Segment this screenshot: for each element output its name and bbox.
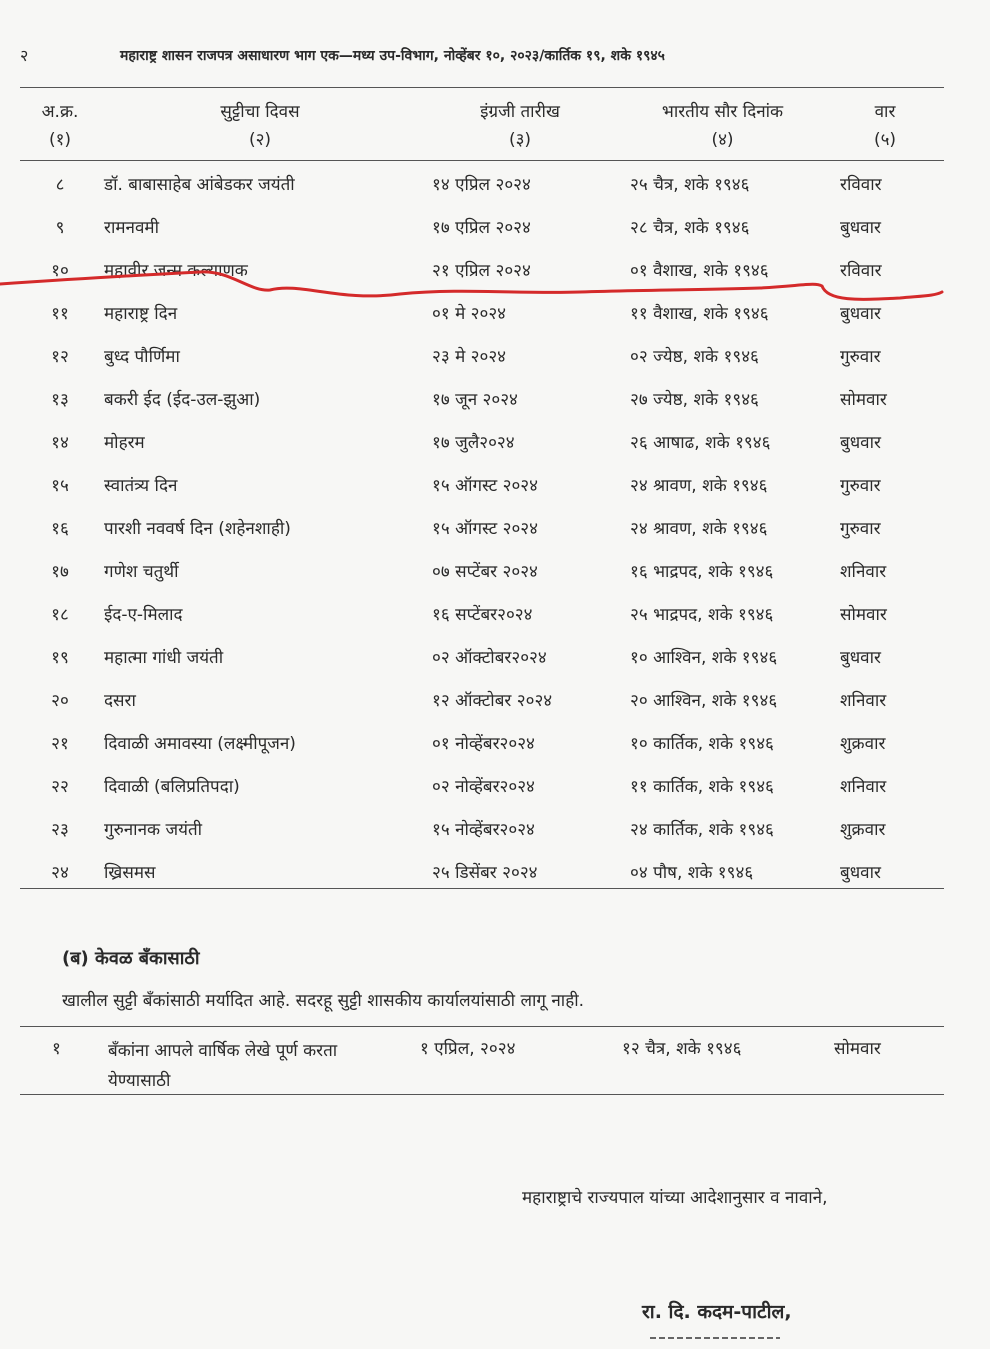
- row-weekday: बुधवार: [840, 648, 881, 668]
- col-header-english-date: इंग्रजी तारीख (३): [480, 102, 560, 150]
- table-row: [0, 645, 990, 688]
- bank-table-top-rule: [20, 1026, 944, 1027]
- row-holiday-name: महात्मा गांधी जयंती: [104, 648, 224, 668]
- row-english-date: २५ डिसेंबर २०२४: [432, 863, 538, 883]
- row-serial: ८: [55, 175, 65, 195]
- row-english-date: ०१ मे २०२४: [432, 304, 507, 324]
- row-serial: २३: [51, 820, 69, 840]
- row-weekday: बुधवार: [840, 218, 881, 238]
- table-bottom-rule: [20, 888, 944, 889]
- signer-title-cutoff: [650, 1332, 780, 1342]
- bank-row-no: १: [52, 1039, 61, 1059]
- row-holiday-name: गुरुनानक जयंती: [104, 820, 203, 840]
- row-english-date: १६ सप्टेंबर२०२४: [432, 605, 533, 625]
- row-serial: १५: [51, 476, 69, 496]
- row-saka-date: ११ कार्तिक, शके १९४६: [630, 777, 774, 797]
- table-row: [0, 559, 990, 602]
- row-weekday: गुरुवार: [840, 519, 881, 539]
- row-serial: १७: [51, 562, 69, 582]
- row-saka-date: २४ श्रावण, शके १९४६: [630, 476, 768, 496]
- row-weekday: सोमवार: [840, 605, 887, 625]
- row-serial: २१: [51, 734, 69, 754]
- row-serial: २०: [51, 691, 69, 711]
- section-b-title: (ब) केवळ बँकासाठी: [62, 948, 200, 969]
- table-row: [0, 430, 990, 473]
- row-saka-date: २५ भाद्रपद, शके १९४६: [630, 605, 774, 625]
- row-holiday-name: बुध्द पौर्णिमा: [104, 347, 180, 367]
- row-english-date: ०२ ऑक्टोबर२०२४: [432, 648, 547, 668]
- row-saka-date: २५ चैत्र, शके १९४६: [630, 175, 750, 195]
- row-english-date: १५ नोव्हेंबर२०२४: [432, 820, 535, 840]
- row-serial: १०: [51, 261, 69, 281]
- row-saka-date: १० आश्विन, शके १९४६: [630, 648, 778, 668]
- row-holiday-name: गणेश चतुर्थी: [104, 562, 179, 582]
- bank-row-date: १ एप्रिल, २०२४: [420, 1039, 516, 1059]
- row-saka-date: ०२ ज्येष्ठ, शके १९४६: [630, 347, 759, 367]
- row-english-date: २३ मे २०२४: [432, 347, 507, 367]
- row-holiday-name: रामनवमी: [104, 218, 159, 238]
- row-weekday: बुधवार: [840, 433, 881, 453]
- bank-row-day: सोमवार: [834, 1039, 881, 1059]
- row-english-date: १७ एप्रिल २०२४: [432, 218, 531, 238]
- row-holiday-name: पारशी नववर्ष दिन (शहेनशाही): [104, 519, 291, 539]
- row-saka-date: २० आश्विन, शके १९४६: [630, 691, 778, 711]
- row-weekday: बुधवार: [840, 863, 881, 883]
- row-serial: २४: [51, 863, 69, 883]
- row-saka-date: २८ चैत्र, शके १९४६: [630, 218, 750, 238]
- section-b-note: खालील सुट्टी बँकांसाठी मर्यादित आहे. सदरहू सुट्टी शासकीय कार्यालयांसाठी लागू नाही.: [62, 991, 585, 1011]
- row-saka-date: ०४ पौष, शके १९४६: [630, 863, 754, 883]
- row-weekday: सोमवार: [840, 390, 887, 410]
- row-english-date: ०७ सप्टेंबर २०२४: [432, 562, 538, 582]
- col-header-holiday: सुट्टीचा दिवस (२): [220, 102, 300, 150]
- row-weekday: गुरुवार: [840, 476, 881, 496]
- row-serial: १६: [51, 519, 69, 539]
- row-english-date: १२ ऑक्टोबर २०२४: [432, 691, 553, 711]
- row-holiday-name: दसरा: [104, 691, 136, 711]
- table-row: [0, 215, 990, 258]
- row-saka-date: १६ भाद्रपद, शके १९४६: [630, 562, 774, 582]
- row-holiday-name: स्वातंत्र्य दिन: [104, 476, 178, 496]
- row-weekday: बुधवार: [840, 304, 881, 324]
- closing-line: महाराष्ट्राचे राज्यपाल यांच्या आदेशानुसार व नावाने,: [522, 1188, 828, 1208]
- row-english-date: १४ एप्रिल २०२४: [432, 175, 531, 195]
- row-serial: ११: [51, 304, 69, 324]
- gazette-header: महाराष्ट्र शासन राजपत्र असाधारण भाग एक—मध्य उप-विभाग, नोव्हेंबर १०, २०२३/कार्तिक १९, शके १९४५: [120, 48, 665, 64]
- row-holiday-name: दिवाळी (बलिप्रतिपदा): [104, 777, 240, 797]
- red-pen-mark: [0, 262, 990, 312]
- row-english-date: ०२ नोव्हेंबर२०२४: [432, 777, 535, 797]
- row-holiday-name: मोहरम: [104, 433, 145, 453]
- row-english-date: १५ ऑगस्ट २०२४: [432, 476, 538, 496]
- row-weekday: शनिवार: [840, 777, 887, 797]
- row-weekday: गुरुवार: [840, 347, 881, 367]
- row-english-date: १५ ऑगस्ट २०२४: [432, 519, 538, 539]
- col-header-serial: अ.क्र. (१): [41, 102, 79, 150]
- table-row: [0, 860, 990, 903]
- table-row: [0, 516, 990, 559]
- row-holiday-name: डॉ. बाबासाहेब आंबेडकर जयंती: [104, 175, 295, 195]
- table-top-rule: [20, 87, 944, 88]
- row-english-date: २१ एप्रिल २०२४: [432, 261, 531, 281]
- row-weekday: रविवार: [840, 261, 882, 281]
- row-serial: १९: [51, 648, 69, 668]
- page-number: २: [20, 46, 29, 65]
- row-holiday-name: बकरी ईद (ईद-उल-झुआ): [104, 390, 261, 410]
- row-weekday: शनिवार: [840, 691, 887, 711]
- table-row: [0, 473, 990, 516]
- row-saka-date: ०१ वैशाख, शके १९४६: [630, 261, 769, 281]
- row-serial: ९: [55, 218, 65, 238]
- table-row: [0, 731, 990, 774]
- row-weekday: रविवार: [840, 175, 882, 195]
- signer-name: रा. दि. कदम-पाटील,: [642, 1301, 792, 1323]
- row-weekday: शुक्रवार: [840, 734, 886, 754]
- row-serial: २२: [51, 777, 69, 797]
- row-saka-date: २६ आषाढ, शके १९४६: [630, 433, 771, 453]
- bank-row-name: बँकांना आपले वार्षिक लेखे पूर्ण करता येण्यासाठी: [108, 1041, 338, 1091]
- row-saka-date: २४ श्रावण, शके १९४६: [630, 519, 768, 539]
- row-serial: १३: [51, 390, 69, 410]
- row-english-date: १७ जुलै२०२४: [432, 433, 515, 453]
- table-row: [0, 688, 990, 731]
- row-english-date: १७ जून २०२४: [432, 390, 518, 410]
- row-holiday-name: ईद-ए-मिलाद: [104, 605, 183, 625]
- row-holiday-name: दिवाळी अमावस्या (लक्ष्मीपूजन): [104, 734, 296, 754]
- table-row: [0, 602, 990, 645]
- row-weekday: शुक्रवार: [840, 820, 886, 840]
- row-saka-date: १० कार्तिक, शके १९४६: [630, 734, 774, 754]
- row-serial: १४: [51, 433, 69, 453]
- bank-table-bottom-rule: [20, 1094, 944, 1095]
- table-row: [0, 387, 990, 430]
- bank-row-saka: १२ चैत्र, शके १९४६: [622, 1039, 742, 1059]
- col-header-saka-date: भारतीय सौर दिनांक (४): [661, 102, 784, 150]
- col-header-weekday: वार (५): [873, 102, 897, 150]
- row-serial: १८: [51, 605, 69, 625]
- table-row: [0, 774, 990, 817]
- table-row: [0, 344, 990, 387]
- table-row: [0, 817, 990, 860]
- table-header-rule: [20, 160, 944, 161]
- row-holiday-name: महाराष्ट्र दिन: [104, 304, 178, 324]
- row-holiday-name: महावीर जन्म कल्याणक: [104, 261, 248, 281]
- row-weekday: शनिवार: [840, 562, 887, 582]
- row-serial: १२: [51, 347, 69, 367]
- table-row: [0, 172, 990, 215]
- row-saka-date: २७ ज्येष्ठ, शके १९४६: [630, 390, 759, 410]
- row-english-date: ०१ नोव्हेंबर२०२४: [432, 734, 535, 754]
- row-saka-date: ११ वैशाख, शके १९४६: [630, 304, 769, 324]
- row-saka-date: २४ कार्तिक, शके १९४६: [630, 820, 774, 840]
- row-holiday-name: ख्रिसमस: [104, 863, 156, 883]
